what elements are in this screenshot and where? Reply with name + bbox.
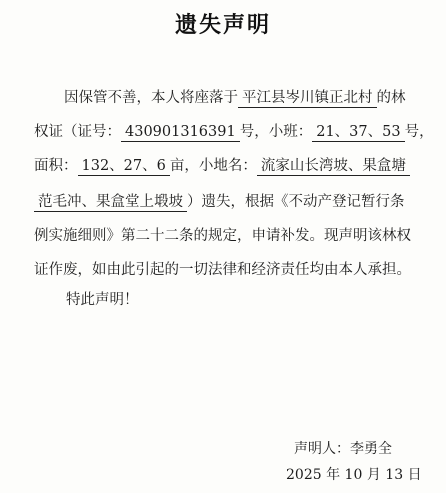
- body-line-5: 例实施细则》第二十二条的规定，申请补发。现声明该林权: [34, 228, 411, 244]
- place-name-part-1: 流家山长湾坡、果盒塘: [257, 157, 410, 176]
- declarant-signature: 声明人：李勇全: [294, 441, 392, 457]
- body-line-4: [34, 192, 405, 212]
- plot-numbers: 21、37、53: [312, 123, 404, 142]
- date-month: 10: [344, 467, 363, 483]
- date-day: 13: [385, 467, 404, 483]
- notice-title: 遗失声明: [174, 12, 271, 38]
- declaration-date: [286, 464, 422, 484]
- place-name-part-2: 范毛冲、果盒堂上塅坡: [34, 193, 187, 212]
- body-line-2: [34, 122, 434, 142]
- body-text: 的林: [376, 90, 406, 106]
- body-text: 号，小班：: [239, 124, 313, 140]
- date-year: 2025: [286, 467, 322, 483]
- body-text: 亩，小地名：: [169, 158, 257, 174]
- body-line-1: [64, 88, 406, 108]
- date-day-unit: 日: [407, 467, 422, 483]
- closing-line: 特此声明！: [66, 292, 139, 308]
- body-line-6: 证作废，如由此引起的一切法律和经济责任均由本人承担。: [34, 262, 411, 278]
- village-name: 平江县岑川镇正北村: [238, 89, 377, 108]
- body-text: ）遗失，根据《不动产登记暂行条: [187, 194, 405, 210]
- body-text: 面积：: [34, 158, 78, 174]
- date-month-unit: 月: [366, 467, 381, 483]
- area-values: 132、27、6: [78, 157, 170, 176]
- body-text: 权证（证号：: [34, 124, 121, 140]
- certificate-number: 430901316391: [121, 123, 240, 142]
- body-text: 因保管不善，本人将座落于: [64, 90, 238, 106]
- body-text: 号，: [404, 124, 434, 140]
- date-year-unit: 年: [326, 467, 341, 483]
- body-line-3: [34, 156, 410, 176]
